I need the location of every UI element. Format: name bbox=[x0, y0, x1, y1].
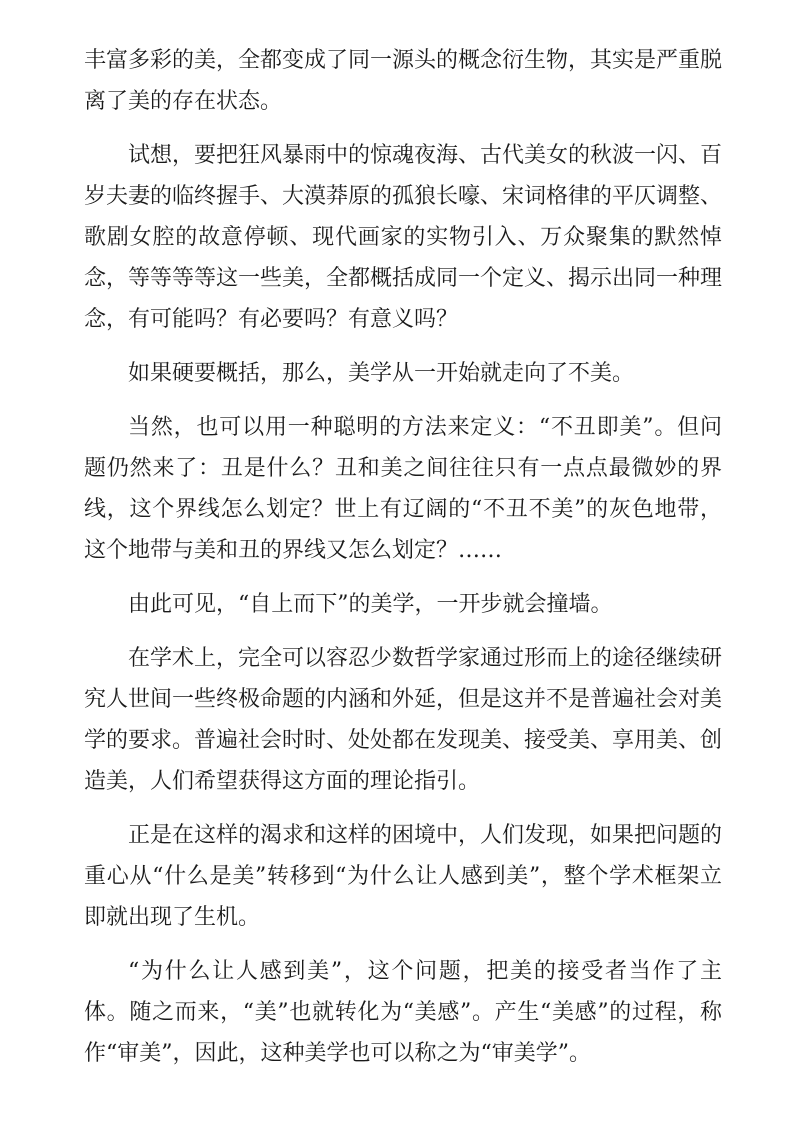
paragraph-1: 丰富多彩的美，全都变成了同一源头的概念衍生物，其实是严重脱离了美的存在状态。 bbox=[84, 48, 723, 114]
paragraph-5: 由此可见，“自上而下”的美学，一开步就会撞墙。 bbox=[128, 592, 613, 617]
paragraph-4: 当然，也可以用一种聪明的方法来定义：“不丑即美”。但问题仍然来了：丑是什么？丑和美之间往往只有一点点最微妙的界线，这个界线怎么划定？世上有辽阔的“不丑不美”的灰色地带，这个地带与美和丑的界线又怎么划定？…… bbox=[84, 415, 722, 563]
document-page bbox=[84, 40, 722, 1087]
paragraph-2: 试想，要把狂风暴雨中的惊魂夜海、古代美女的秋波一闪、百岁夫妻的临终握手、大漠莽原的孤狼长嚎、宋词格律的平仄调整、歌剧女腔的故意停顿、现代画家的实物引入、万众聚集的默然悼念，等等等等这一些美，全都概括成同一个定义、揭示出同一种理念，有可能吗？有必要吗？有意义吗？ bbox=[84, 143, 723, 332]
paragraph-6: 在学术上，完全可以容忍少数哲学家通过形而上的途径继续研究人世间一些终极命题的内涵和外延，但是这并不是普遍社会对美学的要求。普遍社会时时、处处都在发现美、接受美、享用美、创造美，人们希望获得这方面的理论指引。 bbox=[84, 646, 723, 794]
paragraph-8: “为什么让人感到美”，这个问题，把美的接受者当作了主体。随之而来，“美”也就转化为“美感”。产生“美感”的过程，称作“审美”，因此，这种美学也可以称之为“审美学”。 bbox=[84, 959, 722, 1066]
paragraph-7: 正是在这样的渴求和这样的困境中，人们发现，如果把问题的重心从“什么是美”转移到“为什么让人感到美”，整个学术框架立即就出现了生机。 bbox=[84, 823, 723, 930]
paragraph-3: 如果硬要概括，那么，美学从一开始就走向了不美。 bbox=[128, 361, 635, 386]
